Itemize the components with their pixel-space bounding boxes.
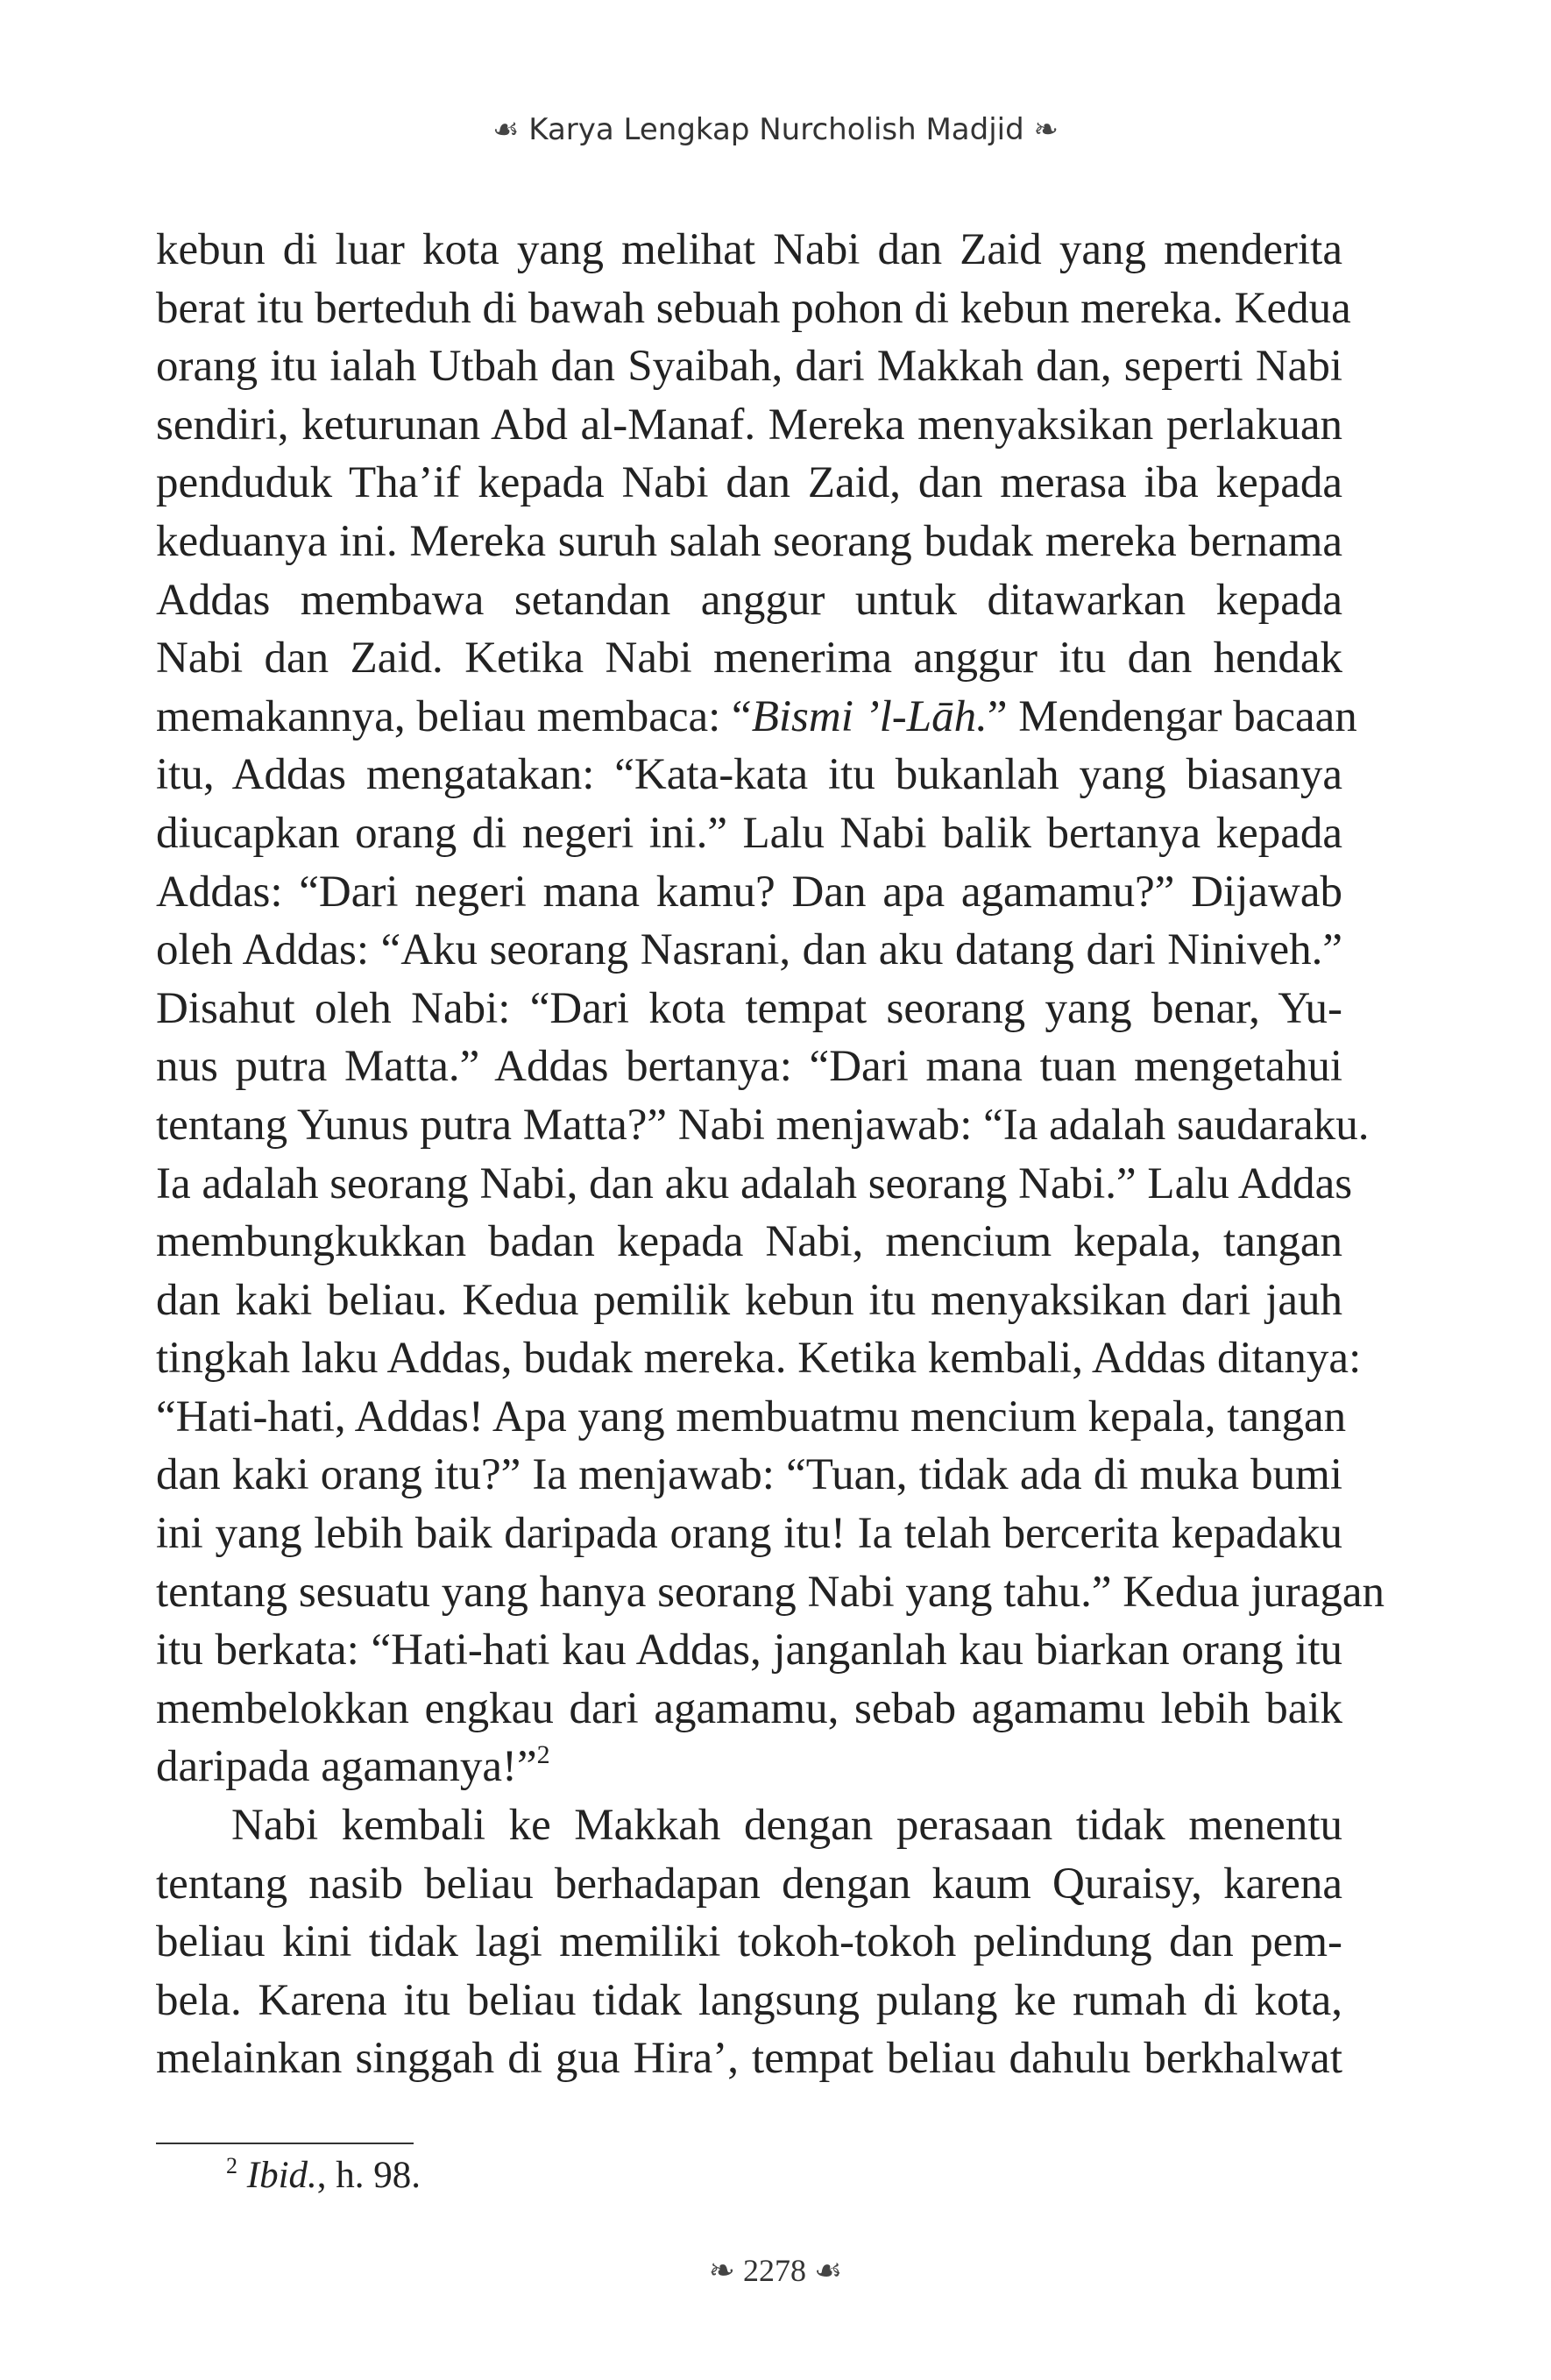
text-segment: daripada agamanya!” (156, 1742, 537, 1792)
text-line: tentang nasib beliau berhadapan dengan kaum Quraisy, karena (156, 1859, 1342, 1909)
text-line: bela. Karena itu beliau tidak langsung pulang ke rumah di kota, (156, 1975, 1342, 2025)
right-ornament-icon: ☙ (813, 2253, 843, 2289)
paragraph-2 (156, 1796, 1342, 2088)
text-line: nus putra Matta.” Addas bertanya: “Dari mana tuan mengetahui (156, 1042, 1342, 1092)
running-header (0, 112, 1551, 147)
page-number: 2278 (742, 2253, 806, 2288)
text-line: diucapkan orang di negeri ini.” Lalu Nabi balik bertanya kepada (156, 808, 1342, 858)
footnote-text: , h. 98. (316, 2155, 421, 2196)
text-line: tentang Yunus putra Matta?” Nabi menjawab: “Ia adalah saudaraku. (156, 1100, 1370, 1150)
left-ornament-icon: ☙ (492, 112, 520, 147)
italic-phrase: Bismi ’l-Lāh. (751, 691, 988, 741)
footnote-italic: Ibid. (246, 2155, 317, 2196)
text-line: berat itu berteduh di bawah sebuah pohon di kebun mereka. Kedua (156, 283, 1351, 333)
text-line: itu berkata: “Hati-hati kau Addas, janganlah kau biarkan orang itu (156, 1626, 1342, 1675)
text-line: melainkan singgah di gua Hira’, tempat beliau dahulu berkhalwat (156, 2034, 1342, 2084)
body-text (156, 221, 1385, 2088)
text-line: membelokkan engkau dari agamamu, sebab agamamu lebih baik (156, 1683, 1342, 1733)
text-line: sendiri, keturunan Abd al-Manaf. Mereka menyaksikan perlakuan (156, 400, 1342, 450)
right-ornament-icon: ❧ (1033, 112, 1059, 147)
text-line: beliau kini tidak lagi memiliki tokoh-tokoh pelindung dan pem- (156, 1917, 1342, 1967)
text-line: membungkukkan badan kepada Nabi, mencium kepala, tangan (156, 1217, 1342, 1267)
text-line: “Hati-hati, Addas! Apa yang membuatmu mencium kepala, tangan (156, 1392, 1347, 1441)
text-line: keduanya ini. Mereka suruh salah seorang budak mereka bernama (156, 516, 1342, 566)
text-line: oleh Addas: “Aku seorang Nasrani, dan aku datang dari Niniveh.” (156, 925, 1342, 975)
footnote-reference[interactable]: 2 (536, 1740, 550, 1770)
text-line (156, 1738, 1342, 1796)
footnote-divider (156, 2143, 414, 2144)
page-footer (0, 2252, 1551, 2289)
paragraph-1 (156, 221, 1385, 1796)
header-title: Karya Lengkap Nurcholish Madjid (528, 112, 1024, 147)
footnote (226, 2154, 421, 2197)
text-line: Disahut oleh Nabi: “Dari kota tempat seorang yang benar, Yu- (156, 983, 1342, 1033)
text-line: Addas membawa setandan anggur untuk ditawarkan kepada (156, 575, 1342, 625)
text-line: kebun di luar kota yang melihat Nabi dan Zaid yang menderita (156, 225, 1342, 274)
text-line (156, 688, 1357, 747)
text-line: Nabi dan Zaid. Ketika Nabi menerima anggur itu dan hendak (156, 634, 1342, 684)
text-line: dan kaki orang itu?” Ia menjawab: “Tuan, tidak ada di muka bumi (156, 1450, 1342, 1500)
text-line: Addas: “Dari negeri mana kamu? Dan apa agamamu?” Dijawab (156, 867, 1342, 917)
footnote-number: 2 (226, 2153, 237, 2178)
text-line: orang itu ialah Utbah dan Syaibah, dari Makkah dan, seperti Nabi (156, 342, 1342, 392)
text-line: Ia adalah seorang Nabi, dan aku adalah seorang Nabi.” Lalu Addas (156, 1158, 1353, 1208)
text-line: Nabi kembali ke Makkah dengan perasaan tidak menentu (231, 1801, 1342, 1851)
text-line: itu, Addas mengatakan: “Kata-kata itu bukanlah yang biasanya (156, 750, 1342, 800)
text-line: penduduk Tha’if kepada Nabi dan Zaid, dan merasa iba kepada (156, 458, 1342, 508)
text-line: ini yang lebih baik daripada orang itu! Ia telah bercerita kepadaku (156, 1509, 1342, 1559)
text-line: tentang sesuatu yang hanya seorang Nabi yang tahu.” Kedua juragan (156, 1567, 1385, 1617)
text-segment: memakannya, beliau membaca: “ (156, 691, 752, 741)
text-line: tingkah laku Addas, budak mereka. Ketika kembali, Addas ditanya: (156, 1334, 1362, 1384)
text-line: dan kaki beliau. Kedua pemilik kebun itu menyaksikan dari jauh (156, 1275, 1342, 1325)
left-ornament-icon: ❧ (708, 2253, 735, 2289)
text-segment: ” Mendengar bacaan (987, 691, 1357, 741)
